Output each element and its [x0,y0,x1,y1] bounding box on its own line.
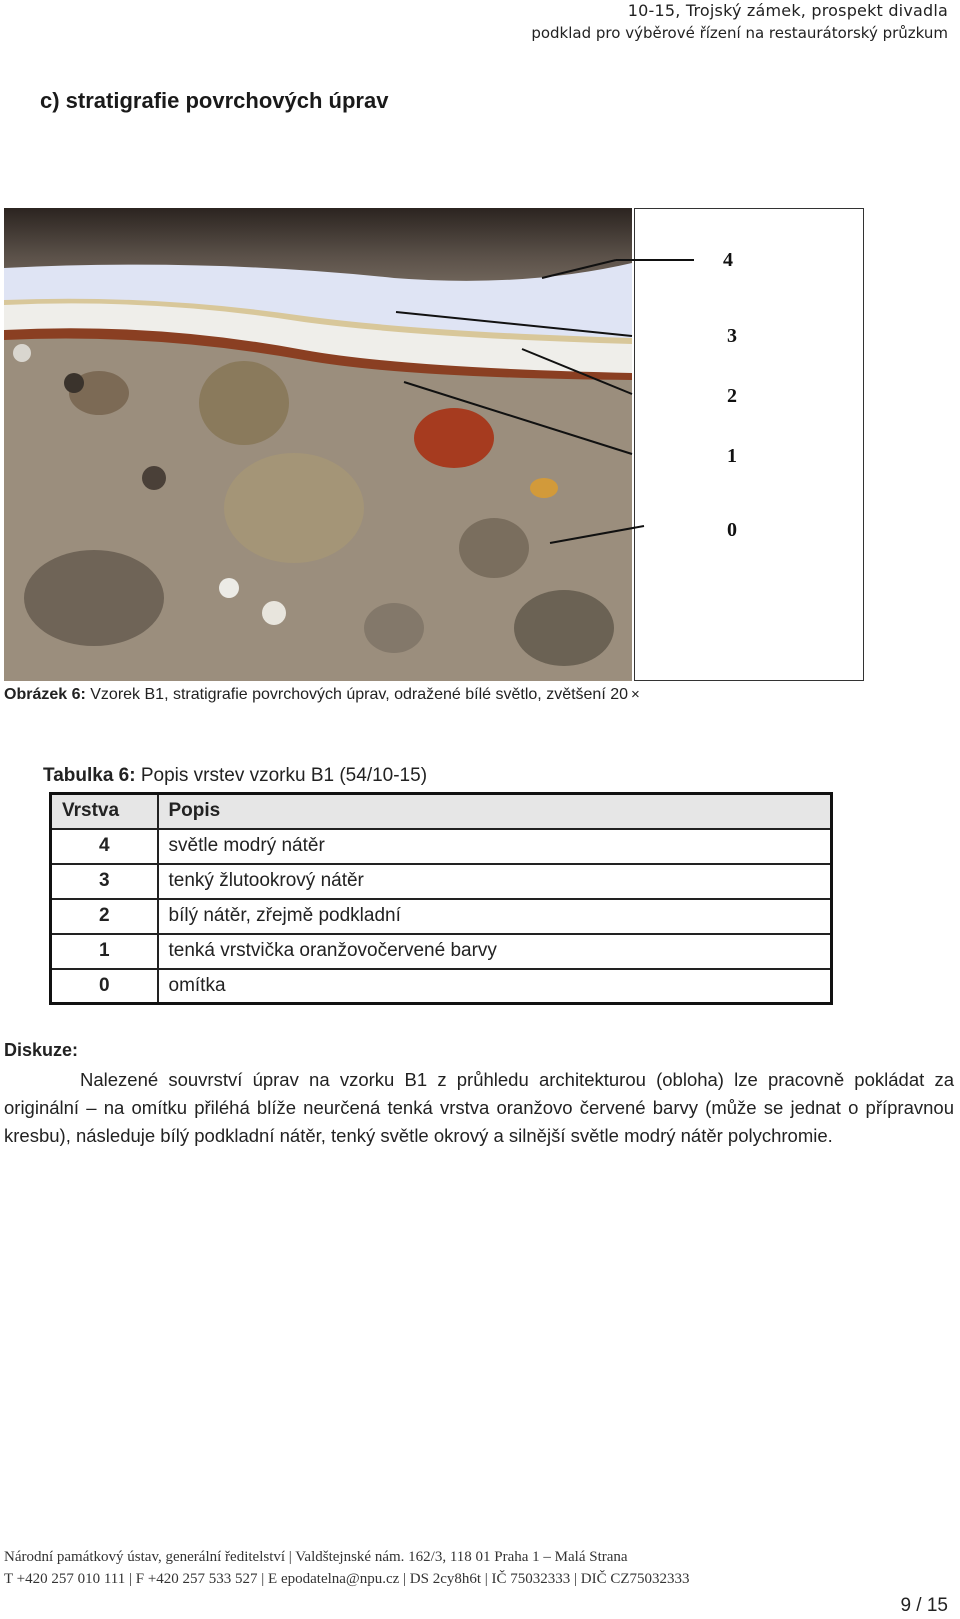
times-icon: × [631,686,640,703]
layer-description-cell: tenký žlutookrový nátěr [158,864,832,899]
layer-number-cell: 3 [51,864,158,899]
table-caption [43,765,427,787]
header-document-subtitle: podklad pro výběrové řízení na restaurátorský průzkum [531,24,948,42]
layer-number-cell: 2 [51,899,158,934]
column-header-layer: Vrstva [51,794,158,829]
table-row [51,864,832,899]
micrograph-image [4,208,632,681]
page-number: 9 / 15 [900,1595,948,1616]
header-document-title: 10-15, Trojský zámek, prospekt divadla [627,1,948,20]
table-row [51,829,832,864]
table-row [51,934,832,969]
table-caption-label: Tabulka 6: [43,765,136,786]
table-header-row [51,794,832,829]
layer-description-cell: tenká vrstvička oranžovočervené barvy [158,934,832,969]
figure-caption-label: Obrázek 6: [4,686,86,703]
layer-description-cell: světle modrý nátěr [158,829,832,864]
column-header-description: Popis [158,794,832,829]
table-caption-text: Popis vrstev vzorku B1 (54/10-15) [135,765,428,786]
layer-label-4: 4 [723,249,733,271]
stratigraphy-figure [4,208,832,681]
layer-description-cell: bílý nátěr, zřejmě podkladní [158,899,832,934]
table-row [51,969,832,1004]
layer-number-cell: 4 [51,829,158,864]
layers-table [49,792,833,1005]
cross-section-micrograph [4,208,632,681]
table-row [51,899,832,934]
layer-label-2: 2 [727,385,737,407]
layer-number-cell: 0 [51,969,158,1004]
discussion-title: Diskuze: [4,1040,79,1060]
figure-caption [4,686,640,704]
figure-caption-text: Vzorek B1, stratigrafie povrchových úprav, odražené bílé světlo, zvětšení 20 [85,686,629,703]
layer-label-panel [634,208,864,681]
footer-address: Národní památkový ústav, generální ředitelství | Valdštejnské nám. 162/3, 118 01 Praha 1 – Malá Strana [4,1549,628,1565]
layer-description-cell: omítka [158,969,832,1004]
layer-label-1: 1 [727,445,737,467]
footer-contacts: T +420 257 010 111 | F +420 257 533 527 | E epodatelna@npu.cz | DS 2cy8h6t | IČ 75032333 | DIČ CZ75032333 [4,1571,690,1587]
layer-label-0: 0 [727,519,737,541]
discussion-paragraph: Nalezené souvrství úprav na vzorku B1 z průhledu architekturou (obloha) lze pracovně pokládat za originální – na omítku přiléhá blíže neurčená tenká vrstva oranžovo červené barvy (může se jednat o přípravnou kresbu), následuje bílý podkladní nátěr, tenký světle okrový a silnější světle modrý nátěr polychromie. [4,1069,954,1146]
layer-number-cell: 1 [51,934,158,969]
layer-label-3: 3 [727,325,737,347]
section-title: c) stratigrafie povrchových úprav [40,88,389,113]
